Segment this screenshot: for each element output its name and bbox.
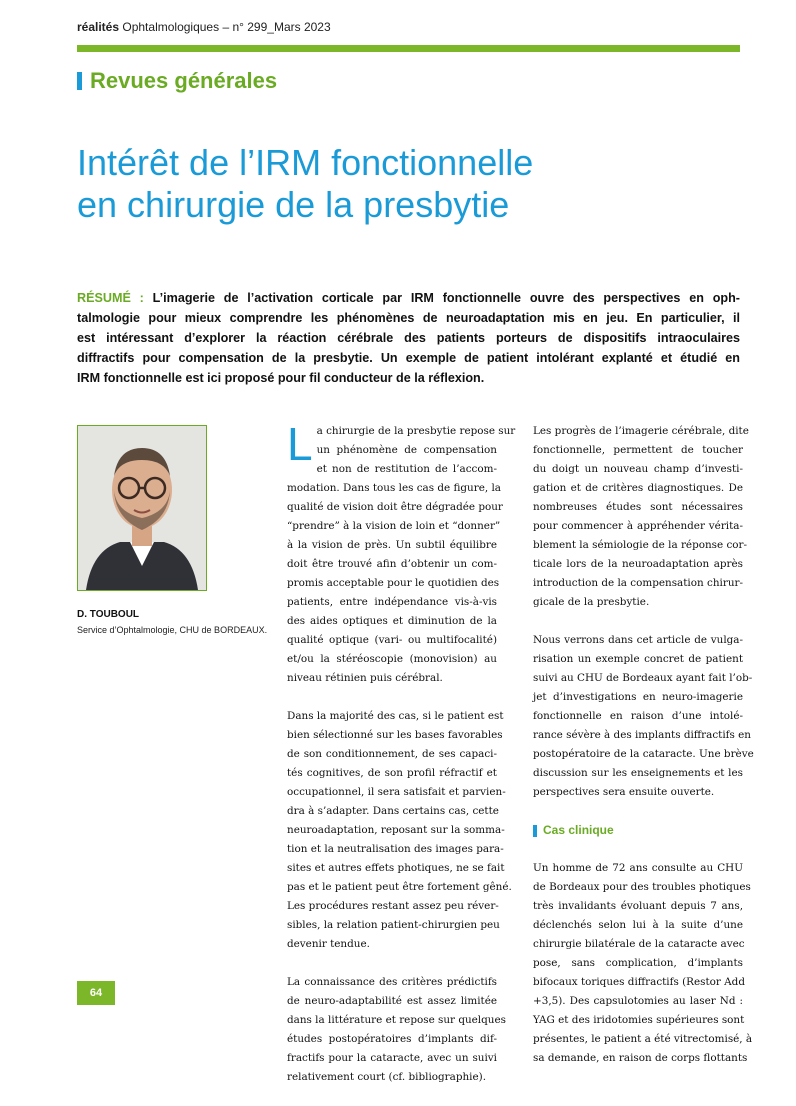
text-line: et non de restitution de l’accom- [316,463,497,475]
text-line: modation. Dans tous les cas de figure, la [287,482,501,494]
paragraph [533,631,754,802]
text-line: gicale de la presbytie. [533,596,650,608]
text-line: dans la littérature et repose sur quelques [287,1014,506,1026]
paragraph [287,707,512,954]
abstract-line: RÉSUMÉ : L’imagerie de l’activation corticale par IRM fonctionnelle ouvre des perspectives en oph- [77,291,740,305]
abstract-line: est intéressant d’explorer la réaction cérébrale des patients porteurs de dispositifs intraoculaires [77,331,740,345]
text-line: relativement court (cf. bibliographie). [287,1071,487,1083]
text-line: blement la sémiologie de la réponse cor- [533,539,748,551]
text-line: pour commencer à appréhender vérita- [533,520,743,532]
text-line: introduction de la compensation chirur- [533,577,743,589]
author-portrait [78,426,206,590]
text-line: de son conditionnement, de ses capaci- [287,748,497,760]
text-column-1 [287,418,516,1106]
author-affiliation: Service d’Ophtalmologie, CHU de BORDEAUX. [77,625,268,635]
journal-brand: réalités [77,20,120,34]
text-line: de Bordeaux pour des troubles photiques [533,881,751,893]
text-line: doit être trouvé afin d’obtenir un com- [287,558,497,570]
journal-header [77,20,331,34]
header-rule [77,45,740,52]
text-line: sibles, la relation patient-chirurgien peu [287,919,500,931]
text-line: de neuro-adaptabilité est assez limitée [287,995,497,1007]
text-line: postopératoire de la cataracte. Une brève [533,748,754,760]
text-line: Les progrès de l’imagerie cérébrale, dite [533,425,749,437]
title-line-1: Intérêt de l’IRM fonctionnelle [77,142,534,183]
text-line: présentes, le patient a été vitrectomisé, à [533,1033,753,1045]
title-line-2: en chirurgie de la presbytie [77,184,510,225]
text-line: fractifs pour la cataracte, avec un suivi [287,1052,497,1064]
text-line: sa demande, en raison de corps flottants [533,1052,748,1064]
abstract-line: diffractifs pour compensation de la presbytie. Un exemple de patient intolérant explanté et étudié en [77,351,740,365]
subsection-label: Cas clinique [543,823,614,837]
text-line: tés cognitives, de son profil réfractif et [287,767,497,779]
abstract-label: RÉSUMÉ : [77,291,144,305]
paragraph [287,973,506,1087]
section-marker [77,72,82,90]
text-line: risation un exemple concret de patient [533,653,743,665]
text-line: Dans la majorité des cas, si le patient est [287,710,504,722]
text-line: gation et de critères diagnostiques. De [533,482,743,494]
text-line: neuroadaptation, reposant sur la somma- [287,824,505,836]
text-line: fonctionnelle en raison d’une intolé- [533,710,743,722]
text-line: occupationnel, il sera satisfait et parvien- [287,786,506,798]
text-line: qualité optique (vari- ou multifocalité) [287,634,497,646]
subsection-marker [533,825,537,837]
author-photo [77,425,207,591]
text-line: déclenchés selon lui à la suite d’une [533,919,743,931]
text-line: chirurgie bilatérale de la cataracte avec [533,938,745,950]
text-line: pas et le patient peut être fortement gêné. [287,881,512,893]
text-line: très invalidants évoluant depuis 7 ans, [533,900,743,912]
text-line: “prendre” à la vision de loin et “donner” [287,520,501,532]
text-line: Les procédures restant assez peu réver- [287,900,499,912]
section-label: Revues générales [90,68,278,93]
text-line: du doigt un nouveau champ d’investi- [533,463,743,475]
text-line: un phénomène de compensation [316,444,497,456]
author-name: D. TOUBOUL [77,609,140,620]
paragraph [533,422,749,612]
text-line: pose, sans complication, d’implants [533,957,743,969]
text-line: ticale lors de la neuroadaptation après [533,558,743,570]
text-line: Nous verrons dans cet article de vulga- [533,634,743,646]
section-heading [77,67,277,95]
text-line: tion et la neutralisation des images para- [287,843,504,855]
text-line: discussion sur les enseignements et les [533,767,743,779]
text-line: suivi au CHU de Bordeaux ayant fait l’ob- [533,672,753,684]
paragraph [287,418,516,688]
text-line: devenir tendue. [287,938,370,950]
journal-issue: – n° 299_Mars 2023 [219,20,331,34]
text-line: qualité de vision doit être dégradée pour [287,501,503,513]
page-number: 64 [77,981,115,1005]
abstract-line: IRM fonctionnelle est ici proposé pour fil conducteur de la réflexion. [77,371,485,385]
text-line: +3,5). Des capsulotomies au laser Nd : [533,995,743,1007]
text-line: études postopératoires d’implants dif- [287,1033,497,1045]
text-line: fonctionnelle, permettent de toucher [533,444,743,456]
text-line: a chirurgie de la presbytie repose sur [316,425,516,437]
text-line: sites et autres effets photiques, ne se fait [287,862,505,874]
text-line: Un homme de 72 ans consulte au CHU [533,862,743,874]
text-line: patients, entre indépendance vis-à-vis [287,596,497,608]
text-line: nombreuses études sont nécessaires [533,501,743,513]
text-line: des aides optiques et diminution de la [287,615,497,627]
text-line: rance sévère à des implants diffractifs en [533,729,751,741]
text-line: à la vision de près. Un subtil équilibre [287,539,497,551]
text-line: et/ou la stéréoscopie (monovision) au [287,653,497,665]
journal-name: Ophtalmologiques [122,20,220,34]
abstract-line: talmologie pour mieux comprendre les phénomènes de neuroadaptation mis en jeu. En particulier, il [77,311,740,325]
text-line: La connaissance des critères prédictifs [287,976,497,988]
text-line: jet d’investigations en neuro-imagerie [533,691,743,703]
text-line: bien sélectionné sur les bases favorables [287,729,503,741]
paragraph [533,859,753,1068]
drop-cap: L [287,418,313,470]
text-line: YAG et des iridotomies supérieures sont [533,1014,745,1026]
subsection-heading [533,821,743,840]
text-column-2 [533,422,754,1087]
abstract [77,288,740,388]
text-line: bifocaux toriques diffractifs (Restor Add [533,976,745,988]
text-line: niveau rétinien puis cérébral. [287,672,443,684]
text-line: perspectives sera ensuite ouverte. [533,786,715,798]
text-line: dra à s’adapter. Dans certains cas, cette [287,805,499,817]
text-line: promis acceptable pour le quotidien des [287,577,500,589]
article-title [77,142,737,226]
